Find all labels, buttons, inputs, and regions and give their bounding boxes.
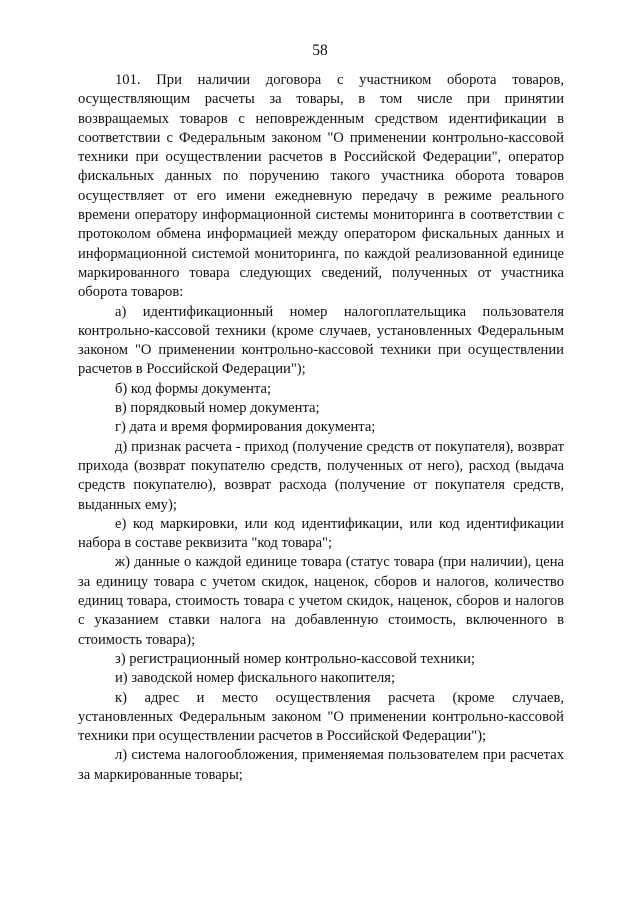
list-item-d: д) признак расчета - приход (получение средств от покупателя), возврат прихода (возврат покупателю средств, полученных от него), расход (выдача средств покупателю), возврат расхода (получение от покупателя средств, выданных ему); (78, 438, 564, 513)
list-item-zh: ж) данные о каждой единице товара (статус товара (при наличии), цена за единицу товара с учетом скидок, наценок, сборов и налогов, количество единиц товара, стоимость товара с учетом скидок, наценок, сборов и налогов с указанием ставки налога на добавленную стоимость, включенного в стоимость товара); (78, 554, 564, 648)
list-item-e: е) код маркировки, или код идентификации, или код идентификации набора в составе реквизита "код товара"; (78, 515, 564, 552)
list-item-i: и) заводской номер фискального накопителя; (115, 670, 396, 687)
list-item-a: а) идентификационный номер налогоплательщика пользователя контрольно-кассовой техники (кроме случаев, установленных Федеральным законом "О применении контрольно-кассовой техники при осуществлении расчетов в Российской Федерации"); (78, 303, 564, 378)
list-item-b: б) код формы документа; (115, 380, 272, 397)
list-item-z: з) регистрационный номер контрольно-кассовой техники; (115, 650, 475, 667)
document-body (78, 71, 564, 785)
page-number: 58 (312, 42, 328, 59)
list-item-k: к) адрес и место осуществления расчета (кроме случаев, установленных Федеральным законом "О применении контрольно-кассовой техники при осуществлении расчетов в Российской Федерации"); (78, 689, 564, 745)
list-item-l: л) система налогообложения, применяемая пользователем при расчетах за маркированные товары; (78, 747, 564, 783)
paragraph-101: 101. При наличии договора с участником оборота товаров, осуществляющим расчеты за товары, в том числе при принятии возвращаемых товаров с неповрежденным средством идентификации в соответствии с Федеральным законом "О применении контрольно-кассовой техники при осуществлении расчетов в Российской Федерации", оператор фискальных данных по поручению такого участника оборота товаров осуществляет от его имени ежедневную передачу в режиме реального времени оператору информационной системы мониторинга в соответствии с протоколом обмена информацией между оператором фискальных данных и информационной системой мониторинга, по каждой реализованной единице маркированного товара следующих сведений, полученных от участника оборота товаров: (78, 72, 564, 301)
list-item-g: г) дата и время формирования документа; (115, 419, 376, 436)
list-item-v: в) порядковый номер документа; (115, 400, 320, 417)
